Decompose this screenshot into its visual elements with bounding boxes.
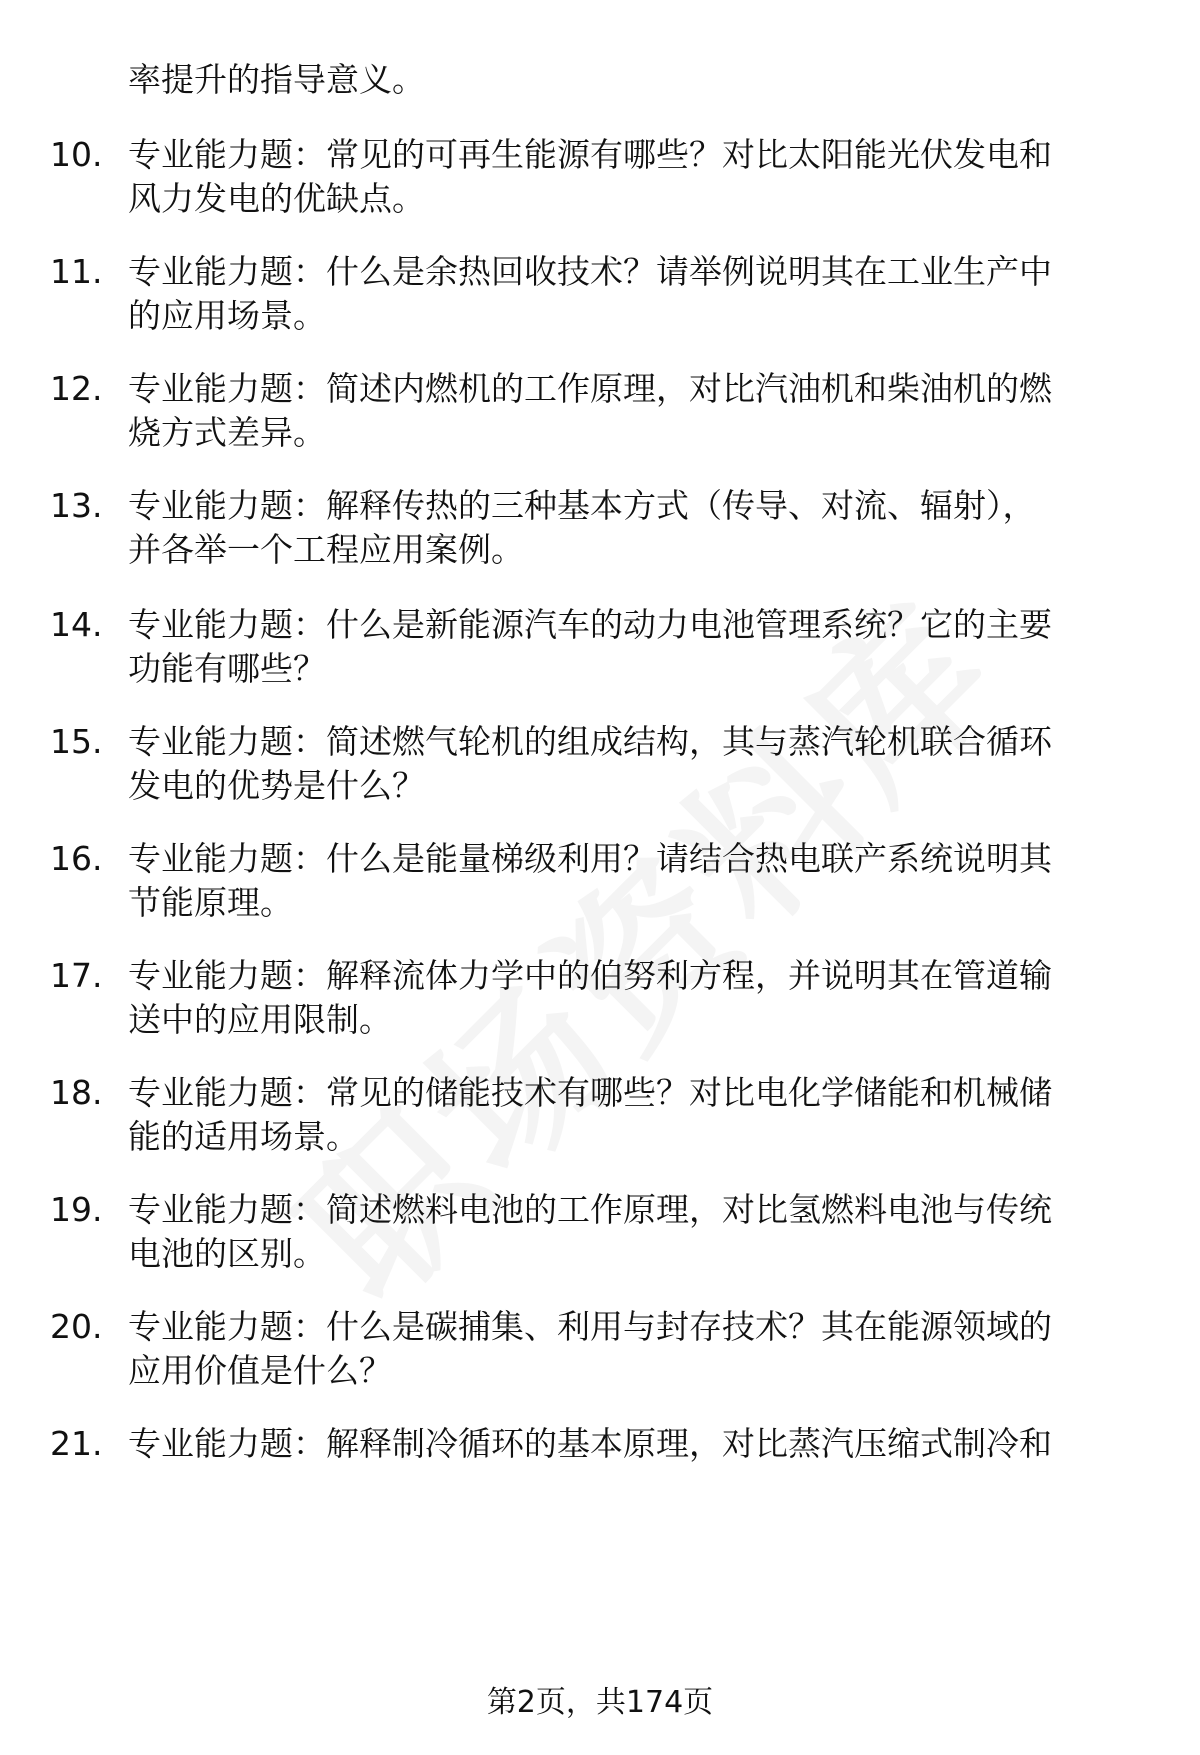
list-item [50,1422,1150,1522]
item-number: 18. [50,1073,103,1112]
item-text-line-1: 专业能力题：什么是碳捕集、利用与封存技术？其在能源领域的 [128,1307,1052,1346]
item-text-line-1: 专业能力题：什么是能量梯级利用？请结合热电联产系统说明其 [128,839,1052,878]
item-text-line-1: 专业能力题：简述内燃机的工作原理，对比汽油机和柴油机的燃 [128,369,1052,408]
item-text-line-1: 专业能力题：简述燃料电池的工作原理，对比氢燃料电池与传统 [128,1190,1052,1229]
item-text-line-1: 专业能力题：简述燃气轮机的组成结构，其与蒸汽轮机联合循环 [128,722,1052,761]
item-number: 14. [50,605,103,644]
item-text-line-1: 专业能力题：解释传热的三种基本方式（传导、对流、辐射）， [128,486,1036,525]
item-number: 12. [50,369,103,408]
item-number: 10. [50,135,103,174]
item-text-line-1: 专业能力题：常见的可再生能源有哪些？对比太阳能光伏发电和 [128,135,1052,174]
item-text-line-2: 的应用场景。 [128,296,326,335]
item-text-line-1: 专业能力题：什么是余热回收技术？请举例说明其在工业生产中 [128,252,1052,291]
item-text-line-2: 功能有哪些？ [128,649,326,688]
item-text-line-2: 能的适用场景。 [128,1117,359,1156]
item-text-line-2: 节能原理。 [128,883,293,922]
item-number: 11. [50,252,103,291]
list-item [50,1188,1150,1288]
list-item [50,720,1150,820]
list-item [50,1071,1150,1171]
item-number: 15. [50,722,103,761]
item-number: 13. [50,486,103,525]
list-item [50,603,1150,703]
item-text-line-2: 发电的优势是什么？ [128,766,425,805]
item-text-line-1: 专业能力题：解释制冷循环的基本原理，对比蒸汽压缩式制冷和 [128,1424,1052,1463]
item-number: 21. [50,1424,103,1463]
item-text-line-1: 专业能力题：什么是新能源汽车的动力电池管理系统？它的主要 [128,605,1052,644]
item-text-line-1: 专业能力题：解释流体力学中的伯努利方程，并说明其在管道输 [128,956,1052,995]
list-item [50,954,1150,1054]
page-footer: 第2页，共174页 [486,1685,714,1720]
item-number: 19. [50,1190,103,1229]
continuation-line: 率提升的指导意义。 [128,60,425,99]
list-item [50,367,1150,467]
item-text-line-2: 送中的应用限制。 [128,1000,392,1039]
list-item [50,250,1150,350]
item-text-line-1: 专业能力题：常见的储能技术有哪些？对比电化学储能和机械储 [128,1073,1052,1112]
list-item [50,837,1150,937]
list-item [50,133,1150,233]
item-text-line-2: 应用价值是什么？ [128,1351,392,1390]
item-text-line-2: 风力发电的优缺点。 [128,179,425,218]
item-number: 17. [50,956,103,995]
item-number: 16. [50,839,103,878]
item-number: 20. [50,1307,103,1346]
item-text-line-2: 烧方式差异。 [128,413,326,452]
item-text-line-2: 电池的区别。 [128,1234,326,1273]
list-item [50,484,1150,584]
item-text-line-2: 并各举一个工程应用案例。 [128,530,524,569]
list-item [50,1305,1150,1405]
